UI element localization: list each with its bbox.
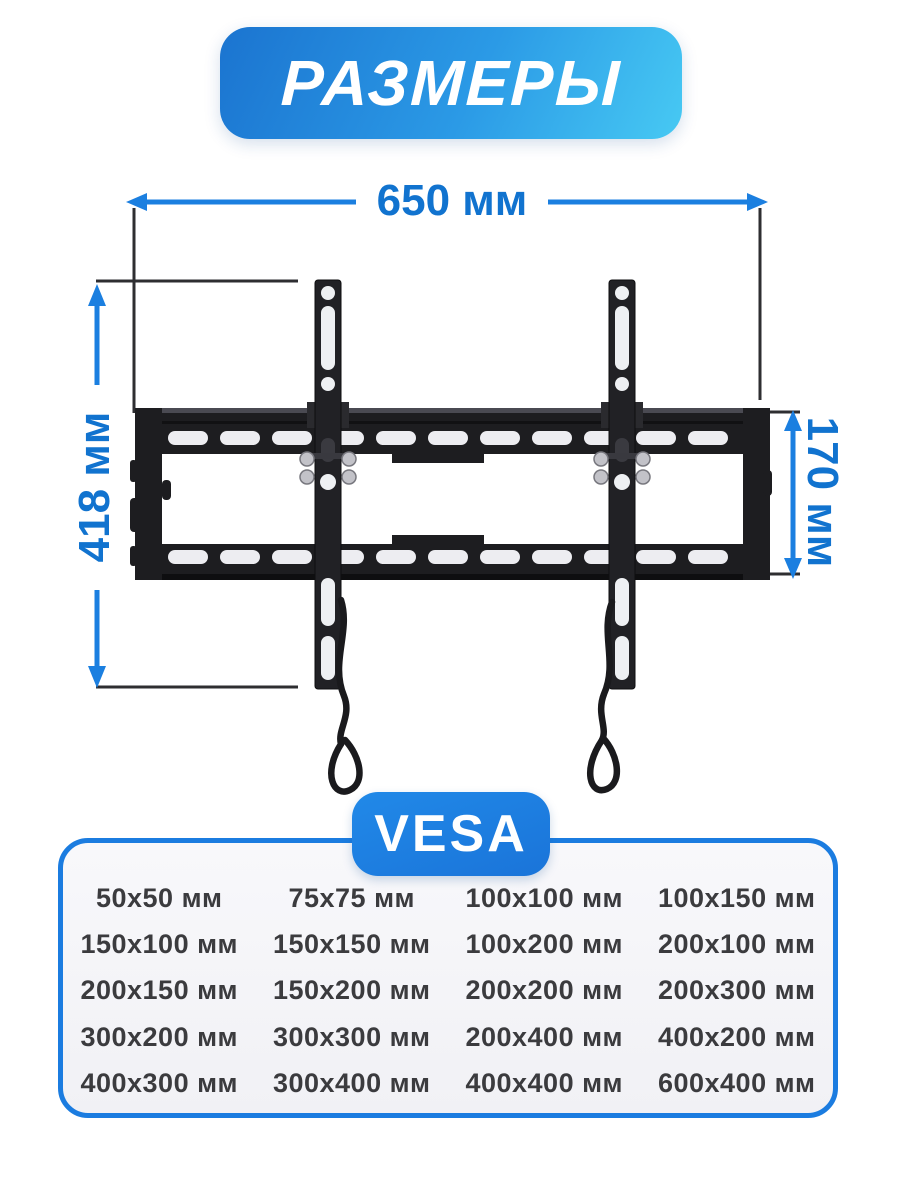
vesa-size: 150x100 мм	[80, 929, 239, 960]
vesa-size: 100x150 мм	[657, 882, 816, 913]
vesa-size: 150x200 мм	[272, 975, 431, 1006]
vesa-size: 150x150 мм	[272, 929, 431, 960]
vesa-size: 200x150 мм	[80, 975, 239, 1006]
vesa-size: 400x300 мм	[80, 1068, 239, 1099]
vesa-size: 100x200 мм	[465, 929, 624, 960]
vesa-size: 400x200 мм	[657, 1021, 816, 1052]
vesa-size: 300x400 мм	[272, 1068, 431, 1099]
vesa-size: 200x200 мм	[465, 975, 624, 1006]
dimension-width-label: 650 мм	[376, 176, 528, 225]
tv-mount-diagram	[0, 150, 900, 800]
vesa-size: 300x300 мм	[272, 1021, 431, 1052]
vesa-size-table	[63, 875, 833, 1107]
vesa-size: 600x400 мм	[657, 1068, 816, 1099]
vesa-size: 400x400 мм	[465, 1068, 624, 1099]
height-arrow	[88, 284, 106, 688]
vesa-size: 50x50 мм	[95, 882, 223, 913]
vesa-banner	[352, 792, 550, 876]
plate-height-arrow	[784, 410, 802, 579]
dimension-height-label: 418 мм	[70, 411, 119, 563]
vesa-size: 200x300 мм	[657, 975, 816, 1006]
dimension-plate-label: 170 мм	[798, 416, 847, 568]
vesa-size: 300x200 мм	[80, 1021, 239, 1052]
wall-plate	[130, 408, 772, 580]
left-bracket	[300, 280, 359, 792]
vesa-title: VESA	[374, 805, 528, 863]
vesa-size: 200x100 мм	[657, 929, 816, 960]
vesa-size: 100x100 мм	[465, 882, 624, 913]
vesa-size: 200x400 мм	[465, 1021, 624, 1052]
vesa-size: 75x75 мм	[288, 882, 416, 913]
width-arrow	[126, 193, 768, 211]
right-bracket	[590, 280, 650, 790]
page-title: РАЗМЕРЫ	[279, 47, 623, 119]
title-banner	[220, 27, 682, 139]
